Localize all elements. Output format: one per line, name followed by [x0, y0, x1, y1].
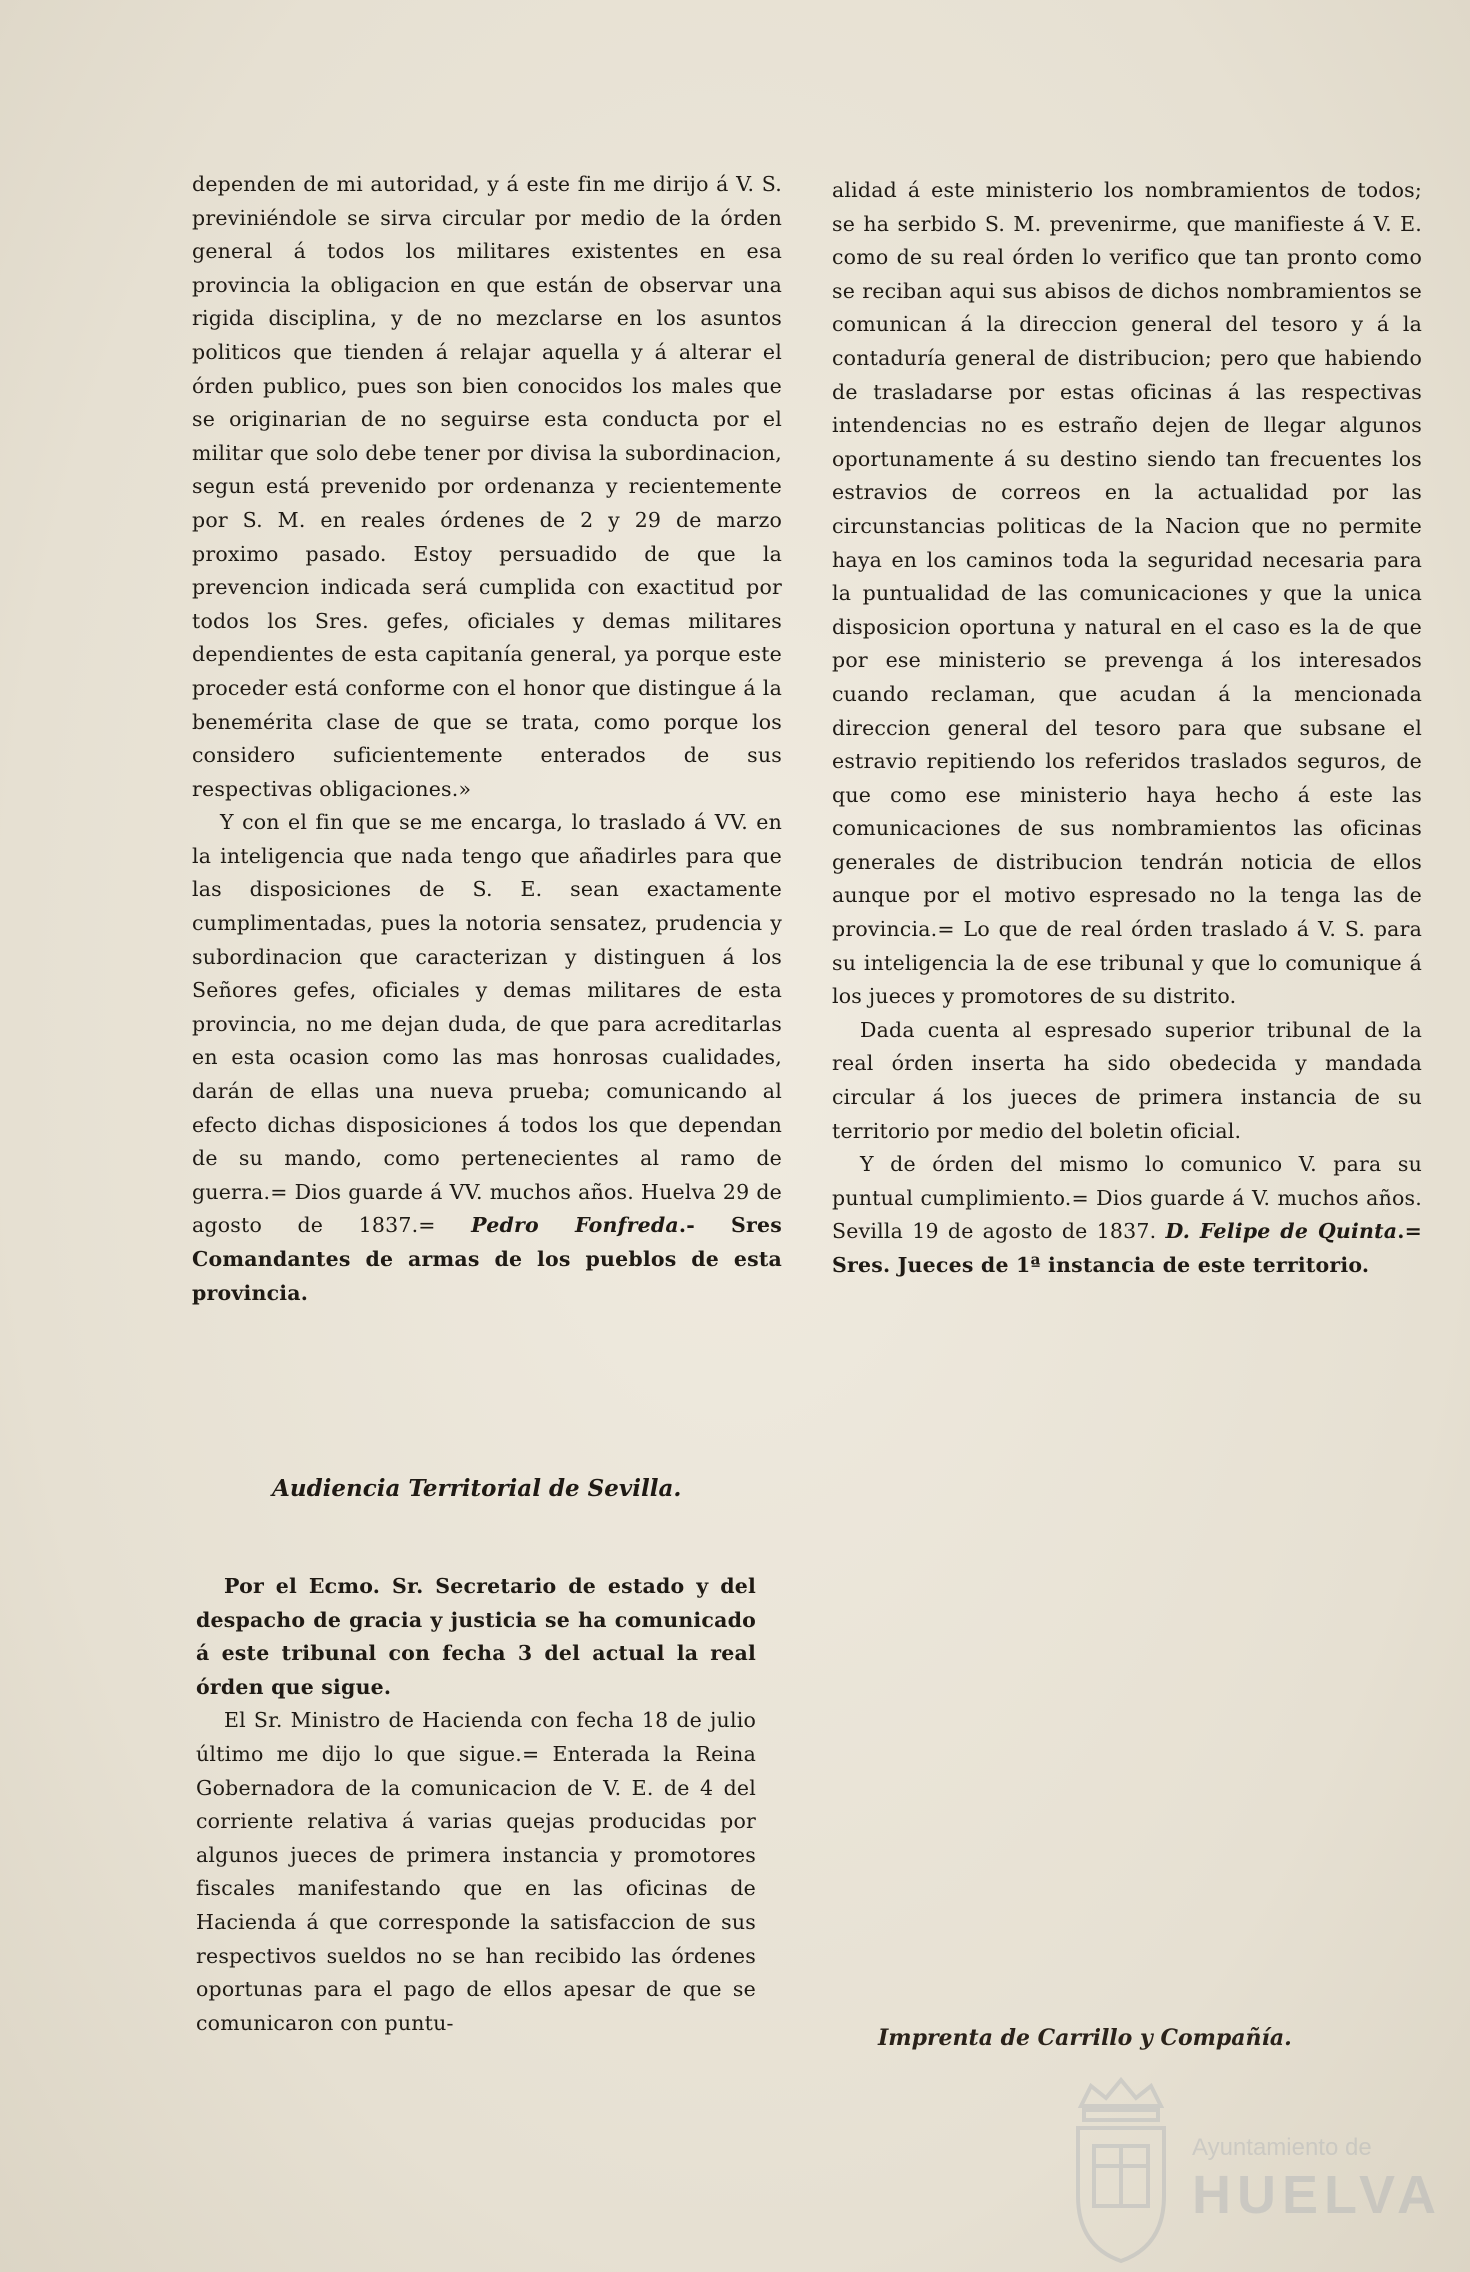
left-top-paragraph-1: dependen de mi autoridad, y á este fin me dirijo á V. S. previniéndole se sirva circular por medio de la órden general á todos los militares existentes en esa provincia la obligacion en que están de observar una rigida disciplina, y de no mezclarse en los asuntos politicos que tienden á relajar aquella y á alterar el órden publico, pues son bien conocidos los males que se originarian de no seguirse esta conducta por el militar que solo debe tener por divisa la subordinacion, segun está prevenido por ordenanza y recientemente por S. M. en reales órdenes de 2 y 29 de marzo proximo pasado. Estoy persuadido de que la prevencion indicada será cumplida con exactitud por todos los Sres. gefes, oficiales y demas militares dependientes de esta capitanía general, ya porque este proceder está conforme con el honor que distingue á la benemérita clase de que se trata, como porque los considero suficientemente enterados de sus respectivas obligaciones.»: [192, 172, 782, 801]
section-heading: Audiencia Territorial de Sevilla.: [272, 1475, 682, 1502]
watermark-line-2: HUELVA: [1192, 2165, 1442, 2225]
left-top-signature: Pedro Fonfreda: [471, 1213, 679, 1238]
watermark-line-1: Ayuntamiento de: [1192, 2134, 1372, 2161]
left-top-addressee: .- Sres Comandantes de armas de los pueblos de esta provincia.: [192, 1213, 783, 1305]
left-top-closing: = Dios guarde á VV. muchos años. Huelva 29 de agosto de 1837.=: [192, 1179, 782, 1238]
right-signature: D. Felipe de Quinta: [1165, 1219, 1398, 1244]
right-paragraph-3: [832, 1148, 1422, 1282]
left-bottom-paragraph-1: Por el Ecmo. Sr. Secretario de estado y del despacho de gracia y justicia se ha comunicado á este tribunal con fecha 3 del actual la real órden que sigue.: [196, 1574, 756, 1699]
left-top-paragraph-2: [192, 806, 782, 1310]
printer-imprint: Imprenta de Carrillo y Compañía.: [878, 2025, 1292, 2051]
left-bottom-paragraph-2: El Sr. Ministro de Hacienda con fecha 18 de julio último me dijo lo que sigue.= Enterada la Reina Gobernadora de la comunicacion de V. E. de 4 del corriente relativa á varias quejas producidas por algunos jueces de primera instancia y promotores fiscales manifestando que en las oficinas de Hacienda á que corresponde la satisfaccion de sus respectivos sueldos no se han recibido las órdenes oportunas para el pago de ellos apesar de que se comunicaron con puntu-: [196, 1708, 756, 2035]
right-paragraph-2: Dada cuenta al espresado superior tribunal de la real órden inserta ha sido obedecida y mandada circular á los jueces de primera instancia de su territorio por medio del boletin oficial.: [832, 1017, 1422, 1143]
right-paragraph-3-body: Y de órden del mismo lo comunico V. para su puntual cumplimiento.= Dios guarde á V. muchos años. Sevilla 19 de agosto de 1837.: [832, 1152, 1422, 1244]
right-paragraph-1: alidad á este ministerio los nombramientos de todos; se ha serbido S. M. prevenirme, que manifieste á V. E. como de su real órden lo verifico que tan pronto como se reciban aqui sus abisos de dichos nombramientos se comunican á la direccion general del tesoro y á la contaduría general de distribucion; pero que habiendo de trasladarse por estas oficinas á las respectivas intendencias no es estraño dejen de llegar algunos oportunamente á su destino siendo tan frecuentes los estravios de correos en la actualidad por las circunstancias politicas de la Nacion que no permite haya en los caminos toda la seguridad necesaria para la puntualidad de las comunicaciones y que la unica disposicion oportuna y natural en el caso es la de que por ese ministerio se prevenga á los interesados cuando reclaman, que acudan á la mencionada direccion general del tesoro para que subsane el estravio repitiendo los referidos traslados seguros, de que como ese ministerio haya hecho á este las comunicaciones de sus nombramientos las oficinas generales de distribucion tendrán noticia de ellos aunque por el motivo espresado no la tenga las de provincia.= Lo que de real órden traslado á V. S. para su inteligencia la de ese tribunal y que lo comunique á los jueces y promotores de su distrito.: [832, 178, 1422, 1009]
left-column-bottom: [196, 1570, 756, 2040]
coat-of-arms-icon: [1056, 2066, 1186, 2266]
watermark-logo: [1056, 2066, 1442, 2266]
right-addressee: .= Sres. Jueces de 1ª instancia de este territorio.: [832, 1219, 1422, 1277]
right-column: [832, 174, 1422, 1283]
left-top-paragraph-2-body: Y con el fin que se me encarga, lo traslado á VV. en la inteligencia que nada tengo que añadirles para que las disposiciones de S. E. sean exactamente cumplimentadas, pues la notoria sensatez, prudencia y subordinacion que caracterizan y distinguen á los Señores gefes, oficiales y demas militares de esta provincia, no me dejan duda, de que para acreditarlas en esta ocasion como las mas honrosas cualidades, darán de ellas una nueva prueba; comunicando al efecto dichas disposiciones á todos los que dependan de su mando, como pertenecientes al ramo de guerra.: [192, 810, 782, 1204]
left-column-top: [192, 168, 782, 1310]
